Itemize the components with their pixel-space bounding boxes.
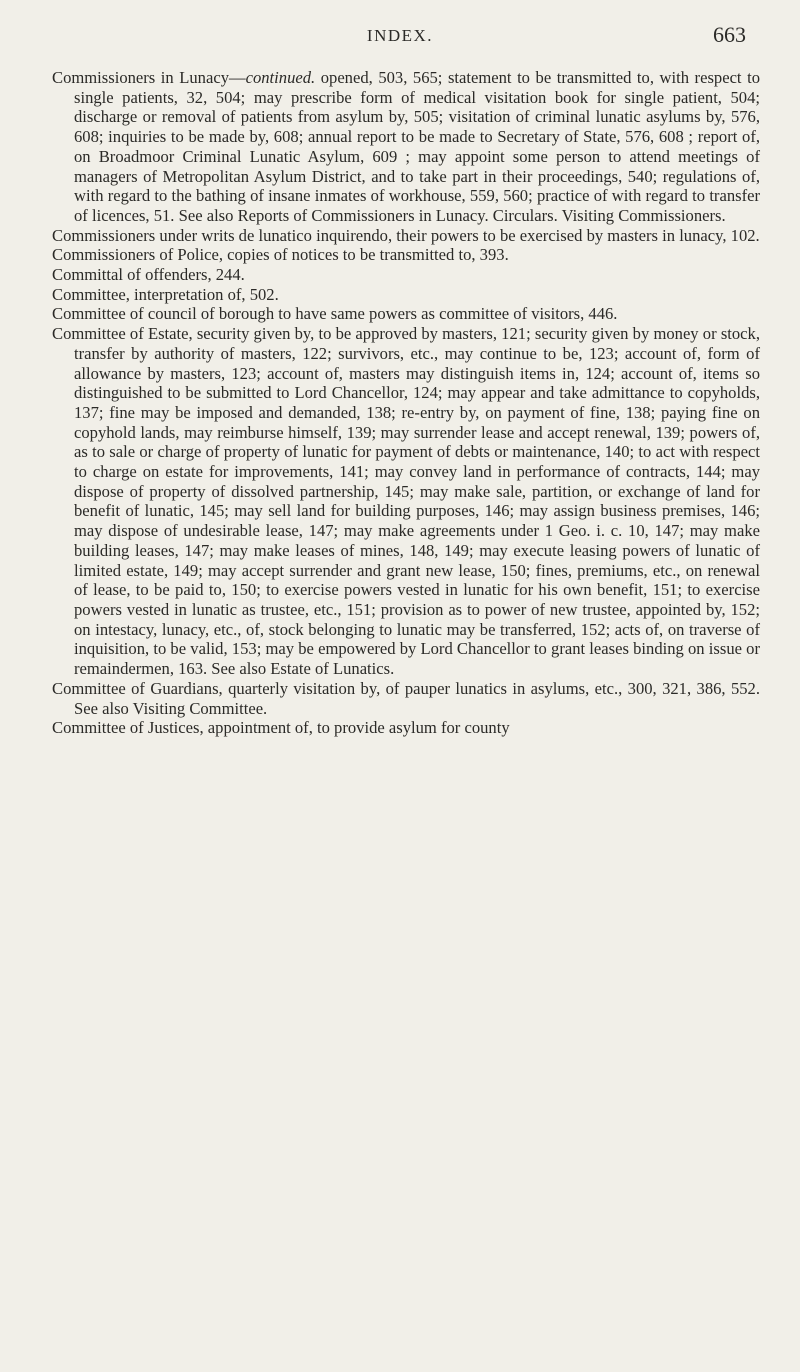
index-entry: Committee of council of borough to have same powers as committee of visitors, 446. bbox=[52, 304, 618, 324]
index-entry: Committee of Estate, security given by, to be approved by masters, 121; security given by money or stock, transfer by authority of masters, 122; survivors, etc., may continue to be, 123; account of, form of allowance by masters, 123; account of, masters may distinguish items in, 124; account of, items so distinguished to be submitted to Lord Chancellor, 124; may appear and take admittance to copyholds, 137; fine may be imposed and demanded, 138; re-entry by, on payment of fine, 138; paying fine on copyhold lands, may reimburse himself, 139; may surrender lease and accept renewal, 139; powers of, as to sale or charge of property of lunatic for payment of debts or maintenance, 140; to act with respect to charge on estate for improvements, 141; may convey land in performance of contracts, 144; may dispose of property of dissolved partnership, 145; may make sale, partition, or exchange of land for benefit of lunatic, 145; may sell land for building purposes, 146; may assign business premises, 146; may dispose of undesirable lease, 147; may make agreements under 1 Geo. i. c. 10, 147; may make building leases, 147; may make leases of mines, 148, 149; may execute leasing powers of lunatic of limited estate, 149; may accept surrender and grant new lease, 150; fines, premiums, etc., on renewal of lease, to be paid to, 150; to exercise powers vested in lunatic for his own benefit, 151; to exercise powers vested in lunatic as trustee, etc., 151; provision as to power of new trustee, appointed by, 152; on intestacy, lunacy, etc., of, stock belonging to lunatic may be transferred, 152; acts of, on traverse of inquisition, to be valid, 153; may be empowered by Lord Chancellor to grant leases binding on issue or remaindermen, 163. See also Estate of Lunatics. bbox=[52, 324, 760, 679]
index-entry: Commissioners under writs de lunatico inquirendo, their powers to be exercised by masters in lunacy, 102. bbox=[52, 225, 760, 245]
index-entry: Committee, interpretation of, 502. bbox=[52, 284, 279, 304]
entry-text: opened, 503, 565; statement to be transmitted to, with respect to single patients, 32, 504; may prescribe form of medical visitation book for single patient, 504; discharge or removal of patients from asylum by, 505; visitation of criminal lunatic asylums by, 576, 608; inquiries to be made by, 608; annual report to be made to Secretary of State, 576, 608 ; report of, on Broadmoor Criminal Lunatic Asylum, 609 ; may appoint some person to attend meetings of managers of Metropolitan Asylum District, and to take part in their proceedings, 540; regulations of, with regard to the bathing of insane inmates of workhouse, 559, 560; practice of with regard to transfer of licences, 51. See also Reports of Commissioners in Lunacy. Circulars. Visiting Commissioners. bbox=[74, 68, 760, 225]
entry-head: Commissioners in Lunacy— bbox=[52, 68, 246, 87]
running-head bbox=[0, 22, 800, 52]
index-entries bbox=[52, 68, 760, 738]
index-entry bbox=[52, 68, 760, 226]
page-title: INDEX. bbox=[366, 26, 434, 45]
index-entry: Committee of Justices, appointment of, to provide asylum for county bbox=[52, 718, 510, 738]
index-entry: Commissioners of Police, copies of notices to be transmitted to, 393. bbox=[52, 245, 509, 265]
page-number: 663 bbox=[713, 22, 746, 47]
index-entry: Committee of Guardians, quarterly visitation by, of pauper lunatics in asylums, etc., 300, 321, 386, 552. See also Visiting Committee. bbox=[52, 678, 760, 718]
index-entry: Committal of offenders, 244. bbox=[52, 265, 245, 285]
entry-head-italic: continued. bbox=[245, 68, 316, 87]
